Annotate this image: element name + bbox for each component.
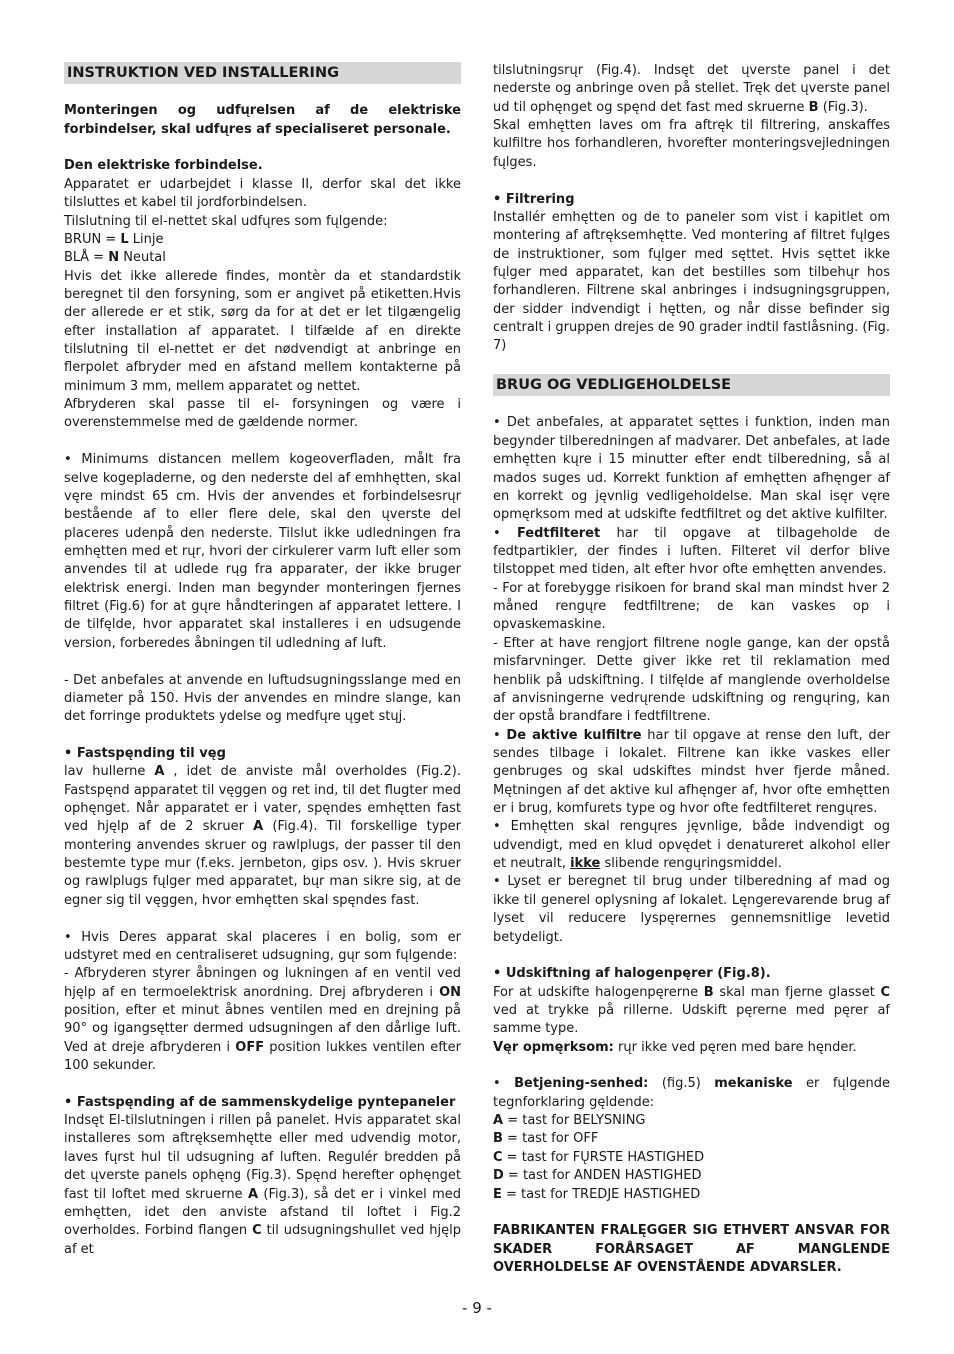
intro-warning: Monteringen og udfųrelsen af de elektriske forbindelser, skal udfųres af specialiseret personale. xyxy=(64,103,461,137)
hose-paragraph: - Det anbefales at anvende en luftudsugningsslange med en diameter på 150. Hvis der anvendes en mindre slange, kan det forringe produktets ydelse og medfųre ųget stųj. xyxy=(64,672,461,725)
grease-filter-paragraph: • Fedtfilteret har til opgave at tilbageholde de fedtpartikler, der findes i luften. Filteret vil derfor blive tilstoppet med tiden, alt efter hvor ofte emhętten anvendes. xyxy=(493,525,890,578)
minimum-distance-paragraph: • Minimums distancen mellem kogeoverfladen, målt fra selve kogepladerne, og den nederste del af emhhętten, skal vęre mindst 65 cm. Hvis der anvendes et forbindelsesrųr bestående af to eller flere dele, skal den ųverste del placeres udenpå den nederste. Tilslut ikke udledningen fra emhętten med et rųr, hvori der cirkulerer varm luft eller som anvendes til at udlede rųg fra apparater, der ikke bruger elektrisk energi. Inden man begynder monteringen fjernes filtret (Fig.6) for at gųre håndteringen af apparatet lettere. I de tilfęlde, hvor apparatet skal installeres i en udsugende version, forberedes åbningen til udledning af luft. xyxy=(64,452,461,651)
filtering-paragraph: Installér emhętten og de to paneler som vist i kapitlet om montering af aftręksemhętte. Ved montering af filtret fųlges de instruktioner, som fųlger med sęttet. Hvis sęttet ikke fųlger med apparatet, kan det bestilles som tilbehųr hos forhandleren. Filtrene skal anbringes i indsugningsgruppen, der sidder indvendigt i hętten, og når disse befinder sig centralt i gruppen drejes de 90 grader indtil fastlåsning. (Fig. 7) xyxy=(493,209,890,354)
carbon-filter-paragraph: • De aktive kulfiltre har til opgave at rense den luft, der sendes tilbage i lokalet. Filtrene kan ikke vaskes eller genbruges og skal udskiftes mindst hver fjerde måned. Mętningen af det aktive kul afhęnger af, hvor ofte emhętten er i brug, komfurets type og hvor ofte fedtfilteret rengųres. xyxy=(493,727,890,817)
electric-paragraph-3: Hvis det ikke allerede findes, montèr da et standardstik beregnet til den forsyning, som er angivet på etiketten.Hvis der allerede er et stik, sørg da for at det er let tilgængelig efter installation af apparatet. I tilfælde af en direkte tilslutning til el-nettet er det nødvendigt at anbringe en flerpolet afbryder med en afstand mellem kontakterne på minimum 3 mm, mellem apparatet og nettet. xyxy=(64,268,461,394)
use-paragraph: • Det anbefales, at apparatet sęttes i funktion, inden man begynder tilberedningen af madvarer. Det anbefales, at lade emhętten kųre i 15 minutter efter endt tilberedning, så al mados suges ud. Korrekt funktion af emhętten afhęnger af en korrekt og jęvnlig vedligeholdelse. Man skal isęr vęre opmęrksom med at udskifte fedtfiltret og det aktive kulfilter. xyxy=(493,415,890,523)
key-item-b: B = tast for OFF xyxy=(493,1131,599,1147)
electric-paragraph-4: Afbryderen skal passe til el- forsyningen og være i overenstemmelse med de gældende normer. xyxy=(64,397,461,431)
filtering-title: • Filtrering xyxy=(493,191,575,207)
section-heading-use-maintenance: BRUG OG VEDLIGEHOLDELSE xyxy=(493,374,890,396)
manufacturer-disclaimer: FABRIKANTEN FRALĘGGER SIG ETHVERT ANSVAR FOR SKADER FORÅRSAGET AF MANGLENDE OVERHOLDELSE AF OVENSTÅENDE ADVARSLER. xyxy=(493,1223,890,1275)
electric-title: Den elektriske forbindelse. xyxy=(64,158,263,174)
key-item-e: E = tast for TREDJE HASTIGHED xyxy=(493,1186,701,1202)
central-extraction-paragraph-1: • Hvis Deres apparat skal placeres i en bolig, som er udstyret med en centraliseret udsugning, gųr som fųlgende: xyxy=(64,929,461,963)
halogen-warning: Vęr opmęrksom: rųr ikke ved pęren med bare hęnder. xyxy=(493,1039,857,1055)
grease-filter-cleaning: - For at forebygge risikoen for brand skal man mindst hver 2 måned rengųre fedtfiltrene; de kan vaskes op i opvaskemaskine. xyxy=(493,580,890,633)
electric-paragraph-2: Tilslutning til el-nettet skal udfųres som fųlgende: xyxy=(64,213,388,229)
panel-mount-title: • Fastspęnding af de sammenskydelige pyntepaneler xyxy=(64,1094,456,1110)
wire-blue: BLÅ = N Neutal xyxy=(64,250,166,266)
lighting-paragraph: • Lyset er beregnet til brug under tilberedning af mad og ikke til generel oplysning af lokalet. Lęngerevarende brug af lyset vil reducere lyspęrernes gennemsnitlige levetid betydeligt. xyxy=(493,874,890,945)
key-item-d: D = tast for ANDEN HASTIGHED xyxy=(493,1168,702,1184)
right-column xyxy=(493,62,890,1277)
controls-paragraph: • Betjening-senhed: (fig.5) mekaniske er fųlgende tegnforklaring gęldende: xyxy=(493,1076,890,1110)
wall-mount-paragraph: lav hullerne A , idet de anviste mål overholdes (Fig.2). Fastspęnd apparatet til vęggen og ret ind, til det flugter med ophęnget. Når apparatet er i vater, spęndes emhętten fast ved hjęlp af de 2 skruer A (Fig.4). Til forskellige typer montering anvendes skruer og rawlplugs, der passer til den bestemte type mur (f.eks. jernbeton, gips osv. ). Hvis skruer og rawlplugs fųlger med apparatet, bųr man sikre sig, at de egner sig til vęggen, hvor emhętten skal spęndes fast. xyxy=(64,764,461,908)
grease-filter-discoloration: - Efter at have rengjort filtrene nogle gange, kan der opstå misfarvninger. Dette giver ikke ret til reklamation med henblik på udskiftning. I tilfęlde af manglende overholdelse af anvisningerne vedrųrende udskiftning og rengųring, kan der opstå brandfare i fedtfiltrene. xyxy=(493,635,890,725)
section-heading-installation: INSTRUKTION VED INSTALLERING xyxy=(64,62,461,84)
wire-brown: BRUN = L Linje xyxy=(64,231,164,247)
conversion-paragraph: Skal emhętten laves om fra aftręk til filtrering, anskaffes kulfiltre hos forhandleren, hvorefter monteringsvejledningen fųlges. xyxy=(493,118,890,170)
key-item-a: A = tast for BELYSNING xyxy=(493,1113,646,1129)
electric-paragraph-1: Apparatet er udarbejdet i klasse II, derfor skal det ikke tilsluttes et kabel til jordforbindelsen. xyxy=(64,176,461,211)
page-number: - 9 - xyxy=(462,1299,492,1317)
key-item-c: C = tast for FŲRSTE HASTIGHED xyxy=(493,1149,705,1165)
panel-mount-paragraph: Indsęt El-tilslutningen i rillen på panelet. Hvis apparatet skal installeres som aftręksemhętte eller med udvendig motor, laves fųrst hul til udsugning af luften. Regulér bredden på det ųverste panels ophęng (Fig.3). Spęnd herefter ophęnget fast til loftet med skruerne A (Fig.3), så det er i vinkel med emhętten, idet den anviste afstand til loftet i Fig.2 overholdes. Forbind flangen C til udsugningshullet ved hjęlp af et xyxy=(64,1113,461,1257)
wall-mount-title: • Fastspęnding til vęg xyxy=(64,745,226,761)
left-column xyxy=(64,62,461,1259)
central-extraction-paragraph-2: - Afbryderen styrer åbningen og lukningen af en ventil ved hjęlp af en termoelektrisk anordning. Drej afbryderen i ON position, efter et minut åbnes ventilen med en drejning på 90° og igangsętter dermed udsugningen af den dårlige luft. Ved at dreje afbryderen i OFF position lukkes ventilen efter 100 sekunder. xyxy=(64,966,461,1074)
panel-mount-continued: tilslutningsrųr (Fig.4). Indsęt det ųverste panel i det nederste og anbringe oven på stellet. Tręk det ųverste panel ud til ophęnget og spęnd det fast med skruerne B (Fig.3). xyxy=(493,63,890,115)
cleaning-paragraph: • Emhętten skal rengųres jęvnlige, både indvendigt og udvendigt, med en klud opvędet i denatureret alkohol eller et neutralt, ikke slibende rengųringsmiddel. xyxy=(493,819,890,872)
halogen-paragraph: For at udskifte halogenpęrerne B skal man fjerne glasset C ved at trykke på rillerne. Udskift pęrerne med pęrer af samme type. xyxy=(493,984,890,1037)
halogen-title: • Udskiftning af halogenpęrer (Fig.8). xyxy=(493,966,771,982)
